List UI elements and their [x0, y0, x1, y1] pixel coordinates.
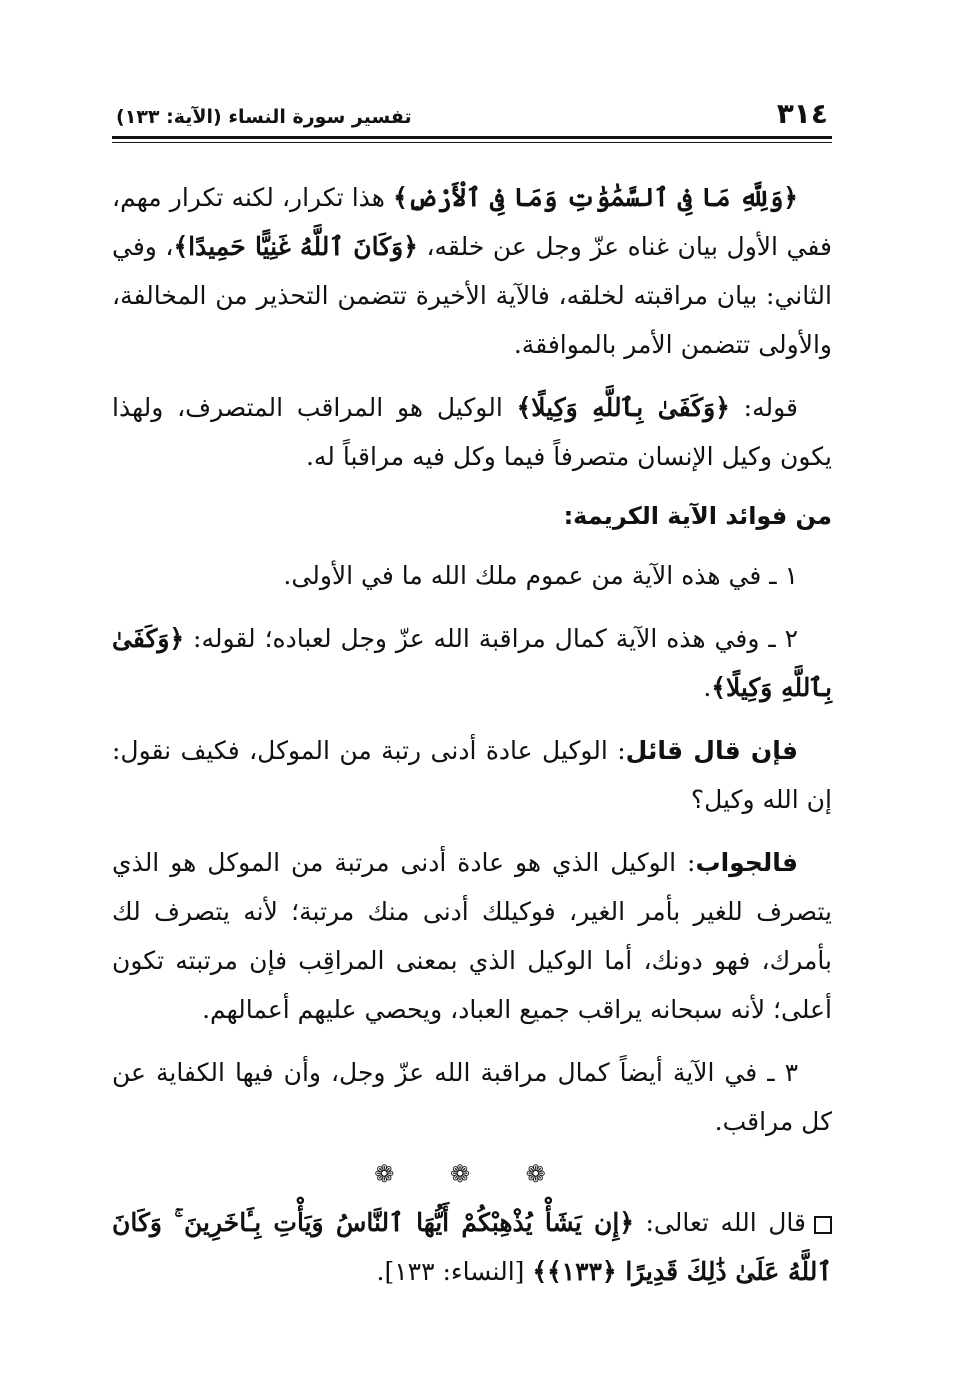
quran-quote: ﴿وَكَانَ ٱللَّهُ غَنِيًّا حَمِيدًا﴾ — [173, 232, 418, 261]
section-heading: من فوائد الآية الكريمة: — [563, 502, 832, 530]
answer-label: فالجواب — [695, 848, 798, 877]
answer-text: : الوكيل الذي هو عادة أدنى مرتبة من الموكل هو الذي يتصرف للغير بأمر الغير، فوكيلك أدنى منك مرتبة؛ لأنه يتصرف لك بأمرك، فهو دونك، أما الوكيل الذي بمعنى المراقِب فإن مرتبته تكون أعلى؛ لأنه سبحانه يراقب جميع العباد، ويحصي عليهم أعمالهم. — [112, 848, 832, 1024]
quran-quote: ﴿وَلِلَّهِ مَا فِى ٱلسَّمَٰوَٰتِ وَمَا فِى ٱلْأَرْضِ﴾ — [393, 183, 798, 212]
verse-lead: قال الله تعالى: — [633, 1208, 806, 1237]
verse-reference: [النساء: ١٣٣]. — [376, 1257, 533, 1286]
page-header — [112, 88, 832, 130]
paragraph-text: هذا تكرار، لكنه تكرار مهم، ففي الأول بيان غناه عزّ وجل عن خلقه، — [112, 183, 832, 261]
section-separator: ❁ ❁ ❁ — [374, 1160, 570, 1188]
paragraph-text: ، وفي الثاني: بيان مراقبته لخلقه، فالآية الأخيرة تتضمن التحذير من المخالفة، والأولى تتضمن الأمر بالموافقة. — [112, 232, 832, 359]
question-paragraph — [112, 726, 832, 824]
benefit-item-2 — [112, 614, 832, 712]
running-title: تفسير سورة النساء (الآية: ١٣٣) — [116, 106, 412, 128]
quran-quote: ﴿إِن يَشَأْ يُذْهِبْكُمْ أَيُّهَا ٱلنَّاسُ وَيَأْتِ بِـَٔاخَرِينَ ۚ وَكَانَ ٱللَّهُ عَلَىٰ ذَٰلِكَ قَدِيرًا ﴿١٣٣﴾﴾ — [112, 1208, 832, 1286]
page-body — [112, 173, 832, 1296]
benefit-item-1: ١ ـ في هذه الآية من عموم ملك الله ما في الأولى. — [283, 561, 798, 590]
paragraph-2 — [112, 383, 832, 481]
question-text: : الوكيل عادة أدنى رتبة من الموكل، فكيف نقول: إن الله وكيل؟ — [112, 736, 832, 814]
paragraph-1 — [112, 173, 832, 369]
benefit-item-3: ٣ ـ في الآية أيضاً كمال مراقبة الله عزّ وجل، وأن فيها الكفاية عن كل مراقب. — [112, 1058, 832, 1136]
square-bullet-icon — [814, 1216, 832, 1234]
paragraph-lead: قوله: — [729, 393, 798, 422]
item-text: ٢ ـ وفي هذه الآية كمال مراقبة الله عزّ وجل لعباده؛ لقوله: — [184, 624, 798, 653]
quran-quote: ﴿وَكَفَىٰ بِٱللَّهِ وَكِيلًا﴾ — [516, 393, 730, 422]
answer-paragraph — [112, 838, 832, 1034]
item-end: . — [703, 673, 712, 702]
page-number: ٣١٤ — [776, 97, 828, 130]
question-label: فإن قال قائل — [625, 736, 798, 765]
header-rule-thin — [112, 142, 832, 143]
paragraph-text: الوكيل هو المراقب المتصرف، ولهذا يكون وكيل الإنسان متصرفاً فيما وكل فيه مراقباً له. — [112, 393, 832, 471]
page — [112, 88, 832, 1310]
header-rule-thick — [112, 136, 832, 139]
next-verse-paragraph — [112, 1198, 832, 1296]
quran-quote: ﴿وَكَفَىٰ بِٱللَّهِ وَكِيلًا﴾ — [112, 624, 832, 702]
